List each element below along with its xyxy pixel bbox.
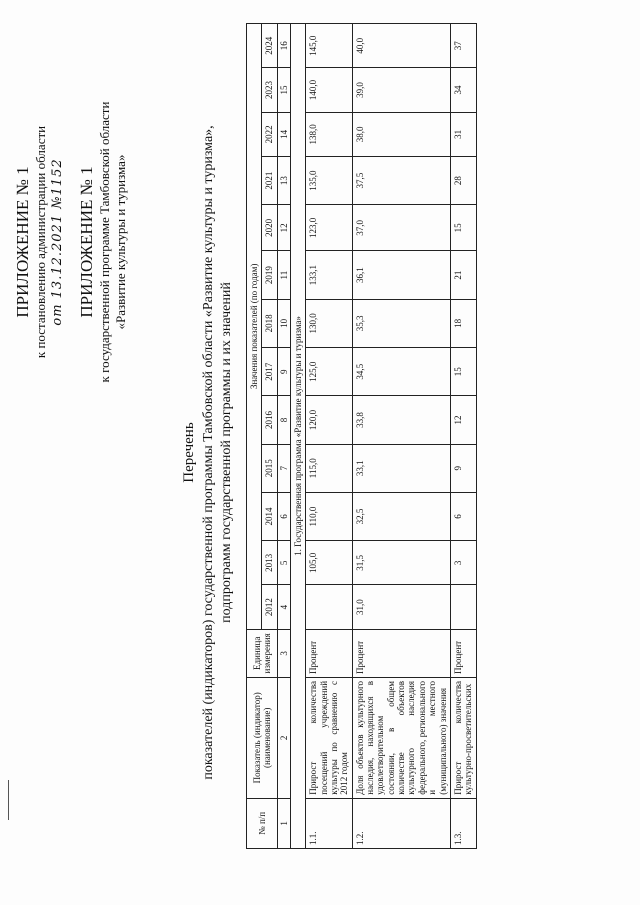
row-value: 140,0 <box>306 68 352 112</box>
year-header: 2014 <box>262 492 277 540</box>
row-value: 39,0 <box>352 68 450 112</box>
year-header: 2023 <box>262 68 277 112</box>
title-line-2: показателей (индикаторов) государственной программы Тамбовской области «Развитие культуры и туризма», <box>200 125 216 780</box>
row-value: 15 <box>450 348 476 396</box>
col-values-group-header: Значения показателей (по годам) <box>247 24 262 630</box>
row-value: 135,0 <box>306 156 352 204</box>
row-value: 12 <box>450 396 476 444</box>
row-value: 32,5 <box>352 492 450 540</box>
row-unit: Процент <box>450 629 476 677</box>
row-value: 31,5 <box>352 541 450 585</box>
header-row <box>247 24 262 849</box>
col-number: 12 <box>277 205 290 251</box>
row-unit: Процент <box>352 629 450 677</box>
row-value: 115,0 <box>306 444 352 492</box>
row-value: 145,0 <box>306 24 352 68</box>
row-value: 15 <box>450 205 476 251</box>
row-indicator-name: Доля объектов культурного наследия, находящихся в удовлетворительном состоянии, в общем количестве объектов культурного наследия федерального, регионального и местного (муниципального) значения <box>352 677 450 798</box>
col-indicator-header: Показатель (индикатор) (наименование) <box>247 677 278 798</box>
appendix-header <box>6 12 130 472</box>
year-header: 2019 <box>262 251 277 299</box>
row-value: 37,5 <box>352 156 450 204</box>
row-value: 120,0 <box>306 396 352 444</box>
col-number: 10 <box>277 299 290 347</box>
row-value: 130,0 <box>306 299 352 347</box>
row-value: 6 <box>450 492 476 540</box>
row-num: 1.2. <box>352 798 450 848</box>
section-title: 1. Государственная программа «Развитие культуры и туризма» <box>291 24 306 849</box>
col-number: 2 <box>277 677 290 798</box>
col-number: 5 <box>277 541 290 585</box>
table-row <box>352 24 450 849</box>
col-unit-header: Единица измерения <box>247 629 278 677</box>
title-line-3: подпрограмм государственной программы и их значений <box>218 282 234 623</box>
resolution-date-number: от 13.12.2021 №1152 <box>49 158 65 326</box>
col-number: 13 <box>277 156 290 204</box>
document-title <box>180 0 236 905</box>
row-value <box>306 585 352 629</box>
row-num: 1.3. <box>450 798 476 848</box>
col-number: 14 <box>277 112 290 156</box>
col-number: 11 <box>277 251 290 299</box>
row-value: 125,0 <box>306 348 352 396</box>
col-number: 4 <box>277 585 290 629</box>
col-number: 15 <box>277 68 290 112</box>
col-number: 7 <box>277 444 290 492</box>
col-number: 1 <box>277 798 290 848</box>
year-header: 2021 <box>262 156 277 204</box>
row-indicator-name: Прирост количества посещений учреждений культуры по сравнению с 2012 годом <box>306 677 352 798</box>
title-line-1: Перечень <box>181 422 197 483</box>
indicators-table <box>246 23 477 849</box>
row-value: 110,0 <box>306 492 352 540</box>
to-resolution-text: к постановлению администрации области <box>33 125 49 359</box>
row-value: 105,0 <box>306 541 352 585</box>
row-value: 33,1 <box>352 444 450 492</box>
row-value: 38,0 <box>352 112 450 156</box>
year-header: 2015 <box>262 444 277 492</box>
row-value: 3 <box>450 541 476 585</box>
row-value: 123,0 <box>306 205 352 251</box>
column-numbers-row <box>277 24 290 849</box>
col-number: 8 <box>277 396 290 444</box>
row-indicator-name: Прирост количества культурно-просветительских <box>450 677 476 798</box>
year-header: 2013 <box>262 541 277 585</box>
row-value: 33,8 <box>352 396 450 444</box>
row-value: 34,5 <box>352 348 450 396</box>
year-header: 2012 <box>262 585 277 629</box>
year-header: 2024 <box>262 24 277 68</box>
year-header: 2016 <box>262 396 277 444</box>
row-value: 34 <box>450 68 476 112</box>
table-row <box>306 24 352 849</box>
to-program-text: к государственной программе Тамбовской области <box>97 101 112 383</box>
row-value: 133,1 <box>306 251 352 299</box>
appendix-top-label: ПРИЛОЖЕНИЕ № 1 <box>13 166 32 318</box>
row-num: 1.1. <box>306 798 352 848</box>
table-row <box>450 24 476 849</box>
col-number: 3 <box>277 629 290 677</box>
row-value: 35,3 <box>352 299 450 347</box>
year-header: 2017 <box>262 348 277 396</box>
col-number: 9 <box>277 348 290 396</box>
year-header: 2020 <box>262 205 277 251</box>
col-num-header: № п/п <box>247 798 278 848</box>
year-header: 2022 <box>262 112 277 156</box>
row-value: 21 <box>450 251 476 299</box>
row-value: 28 <box>450 156 476 204</box>
row-value: 31 <box>450 112 476 156</box>
section-row <box>291 24 306 849</box>
row-value: 31,0 <box>352 585 450 629</box>
row-value: 9 <box>450 444 476 492</box>
row-value: 40,0 <box>352 24 450 68</box>
appendix-second-label: ПРИЛОЖЕНИЕ № 1 <box>76 166 96 318</box>
row-value: 18 <box>450 299 476 347</box>
col-number: 16 <box>277 24 290 68</box>
col-number: 6 <box>277 492 290 540</box>
row-value: 37 <box>450 24 476 68</box>
row-value: 138,0 <box>306 112 352 156</box>
program-name: «Развитие культуры и туризма» <box>113 154 129 330</box>
row-value: 37,0 <box>352 205 450 251</box>
row-value <box>450 585 476 629</box>
year-header: 2018 <box>262 299 277 347</box>
row-value: 36,1 <box>352 251 450 299</box>
row-unit: Процент <box>306 629 352 677</box>
